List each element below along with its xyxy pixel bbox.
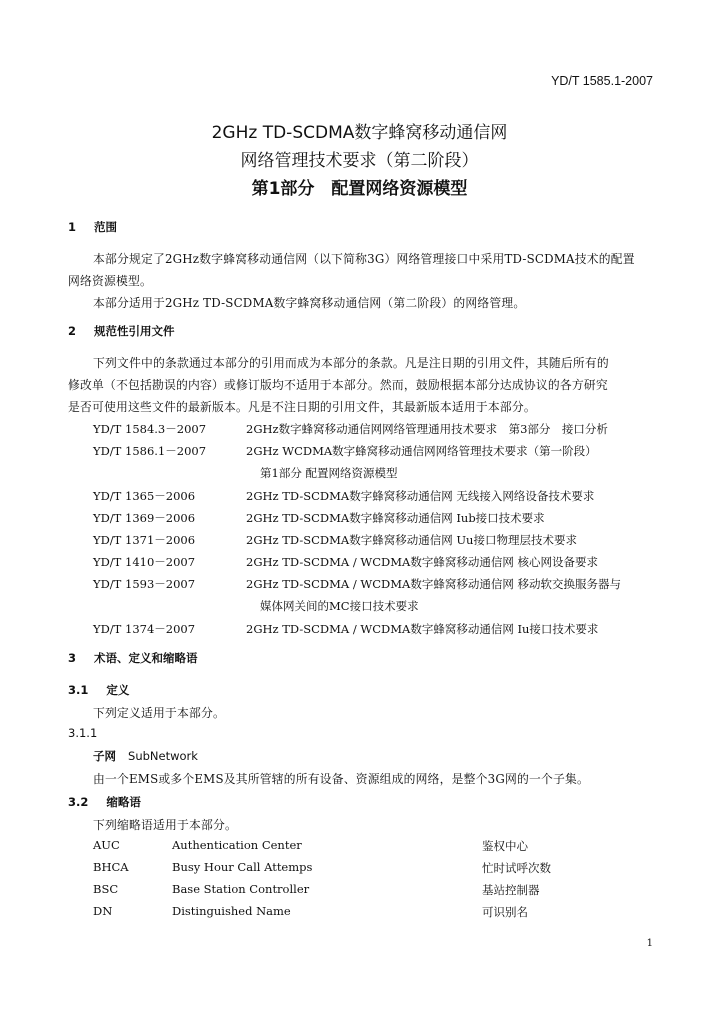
abbreviation-chinese: 鉴权中心 bbox=[482, 839, 528, 853]
abbreviation-english: Busy Hour Call Attemps bbox=[172, 860, 313, 874]
abbreviation-chinese: 基站控制器 bbox=[482, 883, 540, 897]
abbreviation-chinese: 可识别名 bbox=[482, 905, 528, 919]
reference-code: YD/T 1374－2007 bbox=[93, 622, 196, 636]
reference-code: YD/T 1410－2007 bbox=[93, 555, 196, 569]
subsection-title: 定义 bbox=[106, 683, 130, 697]
reference-title: 2GHz TD-SCDMA / WCDMA数字蜂窝移动通信网 核心网设备要求 bbox=[246, 555, 598, 569]
subsection-title: 缩略语 bbox=[106, 795, 141, 809]
paragraph: 下列定义适用于本部分。 bbox=[93, 706, 225, 720]
paragraph: 下列文件中的条款通过本部分的引用而成为本部分的条款。凡是注日期的引用文件，其随后所有的 bbox=[93, 356, 609, 370]
abbreviation-english: Base Station Controller bbox=[172, 882, 310, 896]
abbreviation: DN bbox=[93, 904, 113, 918]
reference-title-continuation: 媒体网关间的MC接口技术要求 bbox=[260, 599, 419, 613]
term-entry bbox=[93, 748, 198, 764]
title-line-2: 网络管理技术要求（第二阶段） bbox=[240, 151, 479, 171]
reference-code: YD/T 1593－2007 bbox=[93, 577, 196, 591]
reference-title-continuation: 第1部分 配置网络资源模型 bbox=[260, 466, 398, 480]
section-number: 1 bbox=[68, 220, 77, 234]
reference-code: YD/T 1365－2006 bbox=[93, 489, 196, 503]
page-number: 1 bbox=[646, 938, 653, 949]
abbreviation: AUC bbox=[93, 838, 120, 852]
paragraph: 网络资源模型。 bbox=[68, 274, 152, 288]
reference-title: 2GHz TD-SCDMA / WCDMA数字蜂窝移动通信网 移动软交换服务器与 bbox=[246, 577, 621, 591]
section-number: 3 bbox=[68, 651, 77, 665]
abbreviation: BSC bbox=[93, 882, 119, 896]
paragraph: 修改单（不包括勘误的内容）或修订版均不适用于本部分。然而，鼓励根据本部分达成协议的各方研究 bbox=[68, 378, 608, 392]
standard-number: YD/T 1585.1-2007 bbox=[551, 74, 653, 88]
subsection-number: 3.1 bbox=[68, 683, 89, 697]
subsection-3-1-heading bbox=[68, 682, 129, 698]
term-english: SubNetwork bbox=[128, 749, 198, 763]
term-chinese: 子网 bbox=[93, 749, 116, 763]
reference-code: YD/T 1584.3－2007 bbox=[93, 422, 207, 436]
subsection-3-2-heading bbox=[68, 794, 141, 810]
reference-code: YD/T 1369－2006 bbox=[93, 511, 196, 525]
section-1-heading bbox=[68, 219, 117, 235]
section-number: 2 bbox=[68, 324, 77, 338]
section-title: 范围 bbox=[94, 220, 118, 234]
section-3-heading bbox=[68, 650, 198, 666]
paragraph: 本部分适用于2GHz TD-SCDMA数字蜂窝移动通信网（第二阶段）的网络管理。 bbox=[93, 296, 526, 310]
reference-code: YD/T 1371－2006 bbox=[93, 533, 196, 547]
title-line-3: 第1部分 配置网络资源模型 bbox=[251, 179, 468, 199]
section-title: 规范性引用文件 bbox=[94, 324, 175, 338]
section-title: 术语、定义和缩略语 bbox=[94, 651, 198, 665]
subsection-3-1-1-number: 3.1.1 bbox=[68, 726, 98, 740]
reference-title: 2GHz TD-SCDMA数字蜂窝移动通信网 Uu接口物理层技术要求 bbox=[246, 533, 577, 547]
paragraph: 下列缩略语适用于本部分。 bbox=[93, 818, 237, 832]
reference-title: 2GHz TD-SCDMA数字蜂窝移动通信网 无线接入网络设备技术要求 bbox=[246, 489, 595, 503]
reference-title: 2GHz WCDMA数字蜂窝移动通信网网络管理技术要求（第一阶段） bbox=[246, 444, 597, 458]
reference-code: YD/T 1586.1－2007 bbox=[93, 444, 207, 458]
reference-title: 2GHz数字蜂窝移动通信网网络管理通用技术要求 第3部分 接口分析 bbox=[246, 422, 608, 436]
reference-title: 2GHz TD-SCDMA / WCDMA数字蜂窝移动通信网 Iu接口技术要求 bbox=[246, 622, 599, 636]
subsection-number: 3.2 bbox=[68, 795, 89, 809]
abbreviation: BHCA bbox=[93, 860, 129, 874]
abbreviation-english: Distinguished Name bbox=[172, 904, 291, 918]
paragraph: 本部分规定了2GHz数字蜂窝移动通信网（以下简称3G）网络管理接口中采用TD-SCDMA技术的配置 bbox=[93, 252, 635, 266]
reference-title: 2GHz TD-SCDMA数字蜂窝移动通信网 Iub接口技术要求 bbox=[246, 511, 545, 525]
abbreviation-chinese: 忙时试呼次数 bbox=[482, 861, 551, 875]
title-line-1: 2GHz TD-SCDMA数字蜂窝移动通信网 bbox=[211, 123, 508, 143]
term-definition: 由一个EMS或多个EMS及其所管辖的所有设备、资源组成的网络，是整个3G网的一个子集。 bbox=[93, 772, 589, 786]
section-2-heading bbox=[68, 323, 175, 339]
abbreviation-english: Authentication Center bbox=[172, 838, 302, 852]
paragraph: 是否可使用这些文件的最新版本。凡是不注日期的引用文件，其最新版本适用于本部分。 bbox=[68, 400, 536, 414]
